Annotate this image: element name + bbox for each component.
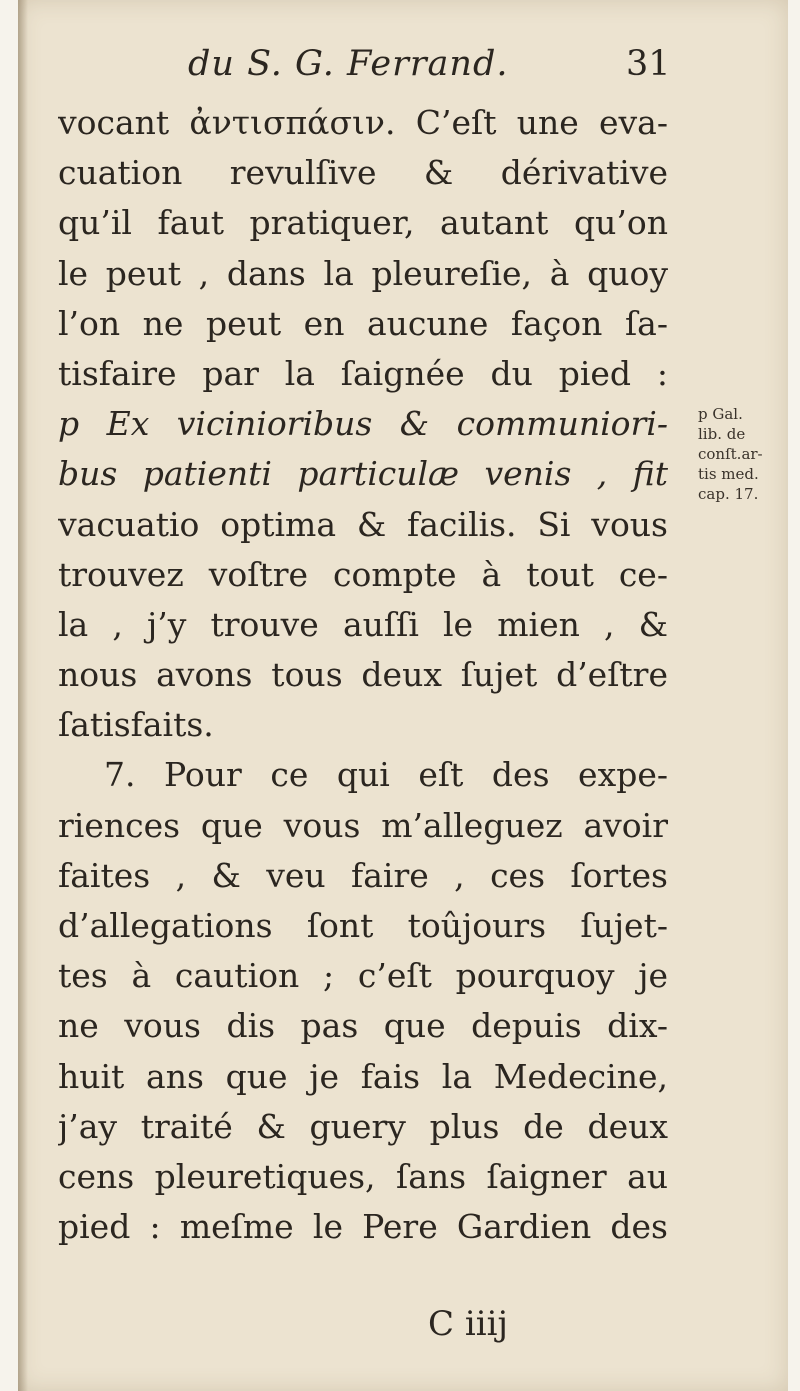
margin-note (698, 404, 798, 504)
signature-mark: C iiij (428, 1304, 508, 1344)
text-line: tisfaire par la ſaignée du pied : (58, 353, 668, 393)
text-line: cens pleuretiques, ſans ſaigner au (58, 1156, 668, 1196)
text-line: vacuatio optima & facilis. Si vous (58, 504, 668, 544)
text-line: le peut , dans la pleureſie, à quoy (58, 253, 668, 293)
body-text (58, 98, 668, 1252)
quotation-line: p Ex vicinioribus & communiori- (58, 404, 668, 444)
text-line: ne vous dis pas que depuis dix- (58, 1006, 668, 1046)
text-line: faites , & veu faire , ces ſortes (58, 855, 668, 895)
text-line: d’allegations ſont toûjours ſujet- (58, 906, 668, 945)
margin-note-line: p Gal. (698, 405, 743, 423)
text-line: l’on ne peut en aucune façon ſa- (58, 303, 668, 343)
text-line: nous avons tous deux ſujet d’eſtre (58, 655, 668, 695)
margin-note-line: cap. 17. (698, 485, 759, 503)
page-header (18, 40, 788, 100)
margin-note-line: lib. de (698, 425, 746, 443)
text-line: trouvez voſtre compte à tout ce- (58, 554, 668, 594)
quotation-line: bus patienti particulæ venis , fit (58, 454, 668, 494)
margin-note-line: conſt.ar- (698, 445, 763, 463)
text-line: riences que vous m’alleguez avoir (58, 805, 668, 845)
text-line: ſatisfaits. (58, 705, 214, 745)
page-number: 31 (626, 44, 671, 84)
running-head: du S. G. Ferrand. (188, 44, 509, 84)
text-line: la , j’y trouve auſſi le mien , & (58, 604, 668, 644)
text-line: qu’il faut pratiquer, autant qu’on (58, 203, 668, 243)
book-page (18, 0, 788, 1391)
text-line: j’ay traité & guery plus de deux (58, 1106, 668, 1146)
text-line: cuation revulſive & dérivative (58, 153, 668, 193)
text-line: huit ans que je fais la Medecine, (58, 1056, 668, 1096)
paragraph-start-line: 7. Pour ce qui eſt des expe- (104, 755, 668, 795)
text-line: vocant ἀντισπάσιν. C’eſt une eva- (58, 103, 668, 142)
margin-note-line: tis med. (698, 465, 759, 483)
text-line: pied : meſme le Pere Gardien des (58, 1207, 668, 1247)
text-line: tes à caution ; c’eſt pourquoy je (58, 956, 668, 996)
